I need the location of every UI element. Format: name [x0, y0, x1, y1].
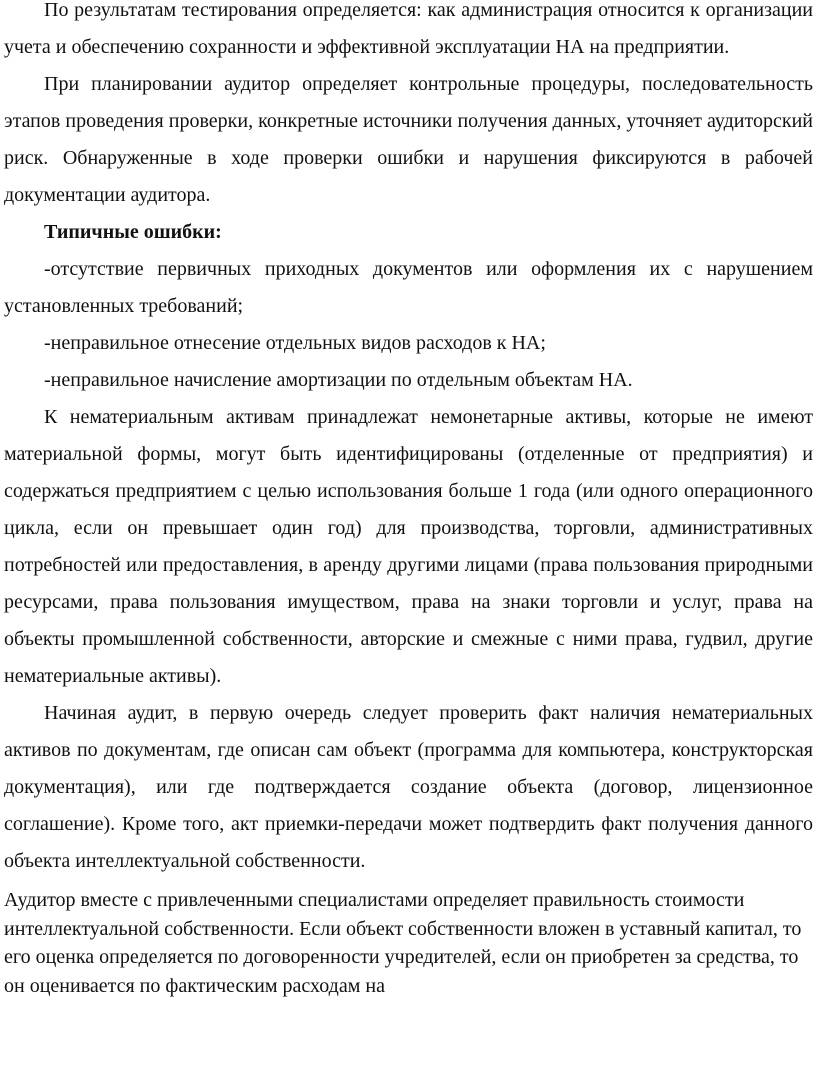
paragraph-intangible-assets-definition: К нематериальным активам принадлежат немонетарные активы, которые не имеют материальной формы, могут быть идентифицированы (отделенные от предприятия) и содержаться предприятием с целью использования больше 1 года (или одного операционного цикла, если он превышает один год) для производства, торговли, административных потребностей или предоставления, в аренду другими лицами (права пользования природными ресурсами, права пользования имуществом, права на знаки торговли и услуг, права на объекты промышленной собственности, авторские и смежные с ними права, гудвил, другие нематериальные активы). — [4, 406, 813, 687]
paragraph-audit-start: Начиная аудит, в первую очередь следует проверить факт наличия нематериальных активов по документам, где описан сам объект (программа для компьютера, конструкторская документация), или где подтверждается создание объекта (договор, лицензионное соглашение). Кроме того, акт приемки-передачи может подтвердить факт получения данного объекта интеллектуальной собственности. — [4, 702, 813, 872]
paragraph-valuation: Аудитор вместе с привлеченными специалистами определяет правильность стоимости интеллектуальной собственности. Если объект собственности вложен в уставный капитал, то его оценка определяется по договоренности учредителей, если он приобретен за средства, то он оценивается по фактическим расходам на — [4, 889, 802, 997]
heading-typical-errors: Типичные ошибки: — [44, 221, 222, 243]
paragraph-audit-planning: При планировании аудитор определяет контрольные процедуры, последовательность этапов проведения проверки, конкретные источники получения данных, уточняет аудиторский риск. Обнаруженные в ходе проверки ошибки и нарушения фиксируются в рабочей документации аудитора. — [4, 73, 813, 206]
list-item-wrong-amortization: -неправильное начисление амортизации по отдельным объектам НА. — [44, 369, 633, 391]
paragraph-testing-results: По результатам тестирования определяется: как администрация относится к организации учета и обеспечению сохранности и эффективной эксплуатации НА на предприятии. — [4, 0, 813, 58]
list-item-wrong-expense-allocation: -неправильное отнесение отдельных видов расходов к НА; — [44, 332, 546, 354]
list-item-missing-documents: -отсутствие первичных приходных документов или оформления их с нарушением установленных требований; — [4, 258, 813, 317]
